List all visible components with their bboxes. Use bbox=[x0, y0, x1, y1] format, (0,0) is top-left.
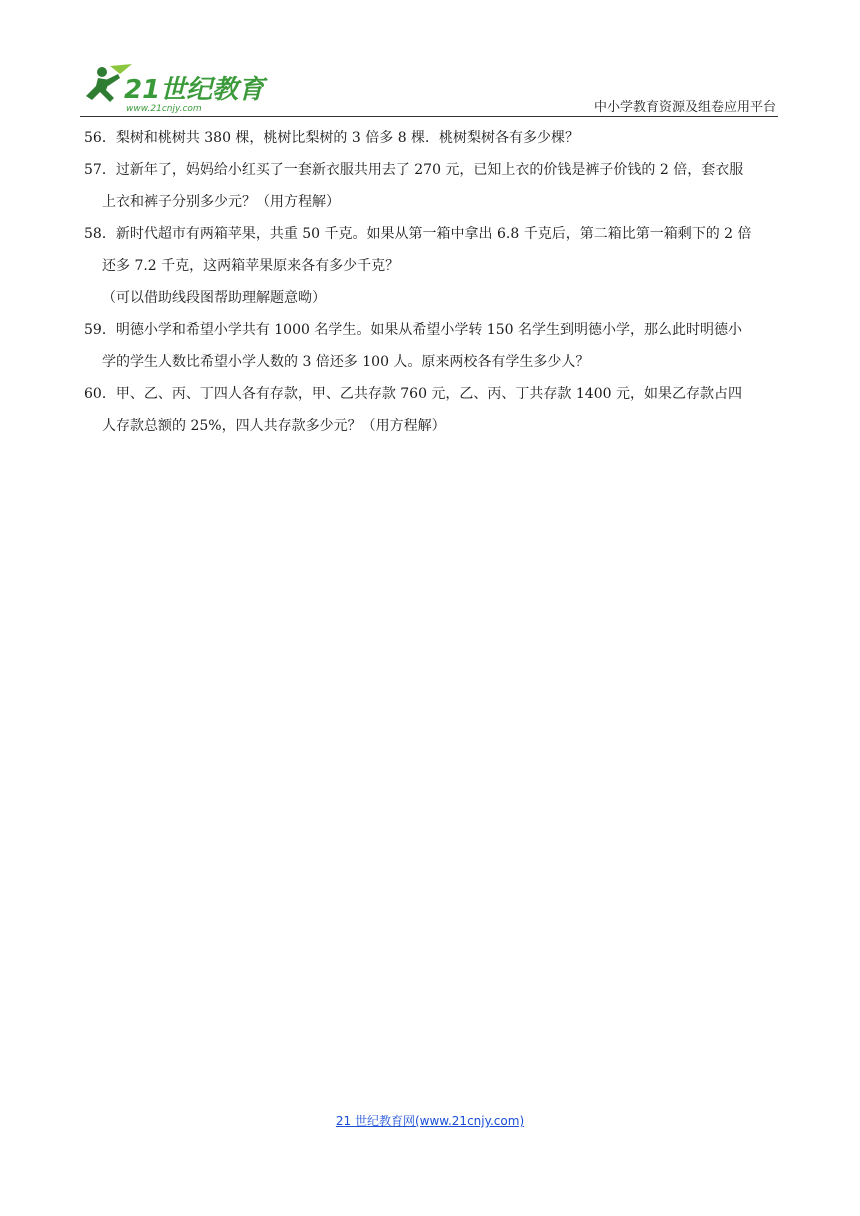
question-hint: （可以借助线段图帮助理解题意呦） bbox=[102, 290, 326, 306]
question-line: 上衣和裤子分别多少元？（用方程解） bbox=[102, 194, 340, 210]
question-list bbox=[84, 122, 778, 442]
header-divider bbox=[80, 116, 778, 117]
question-line: 58．新时代超市有两箱苹果，共重 50 千克。如果从第一箱中拿出 6.8 千克后，第二箱比第一箱剩下的 2 倍 bbox=[84, 226, 752, 242]
logo bbox=[80, 62, 270, 114]
platform-name: 中小学教育资源及组卷应用平台 bbox=[593, 100, 776, 115]
logo-text: 21世纪教育 bbox=[124, 75, 265, 105]
question-line: 56．梨树和桃树共 380 棵，桃树比梨树的 3 倍多 8 棵．桃树梨树各有多少棵？ bbox=[84, 130, 580, 146]
question-line: 学的学生人数比希望小学人数的 3 倍还多 100 人。原来两校各有学生多少人？ bbox=[102, 354, 590, 370]
question-57 bbox=[84, 154, 778, 218]
question-line: 60．甲、乙、丙、丁四人各有存款，甲、乙共存款 760 元，乙、丙、丁共存款 1400 元，如果乙存款占四 bbox=[84, 386, 742, 402]
question-line: 57．过新年了，妈妈给小红买了一套新衣服共用去了 270 元，已知上衣的价钱是裤子价钱的 2 倍，套衣服 bbox=[84, 162, 744, 178]
question-line: 人存款总额的 25%，四人共存款多少元？（用方程解） bbox=[102, 418, 446, 434]
footer-link[interactable]: 21 世纪教育网(www.21cnjy.com) bbox=[335, 1114, 525, 1128]
runner-icon bbox=[86, 67, 120, 102]
leaf-icon bbox=[110, 64, 132, 74]
question-line: 59．明德小学和希望小学共有 1000 名学生。如果从希望小学转 150 名学生到明德小学，那么此时明德小 bbox=[84, 322, 742, 338]
question-58 bbox=[84, 218, 778, 314]
question-line: 还多 7.2 千克，这两箱苹果原来各有多少千克？ bbox=[102, 258, 400, 274]
page-footer bbox=[0, 1112, 860, 1129]
question-56 bbox=[84, 122, 778, 154]
page-header bbox=[80, 62, 778, 118]
question-59 bbox=[84, 314, 778, 378]
question-60 bbox=[84, 378, 778, 442]
logo-url: www.21cnjy.com bbox=[126, 104, 202, 114]
